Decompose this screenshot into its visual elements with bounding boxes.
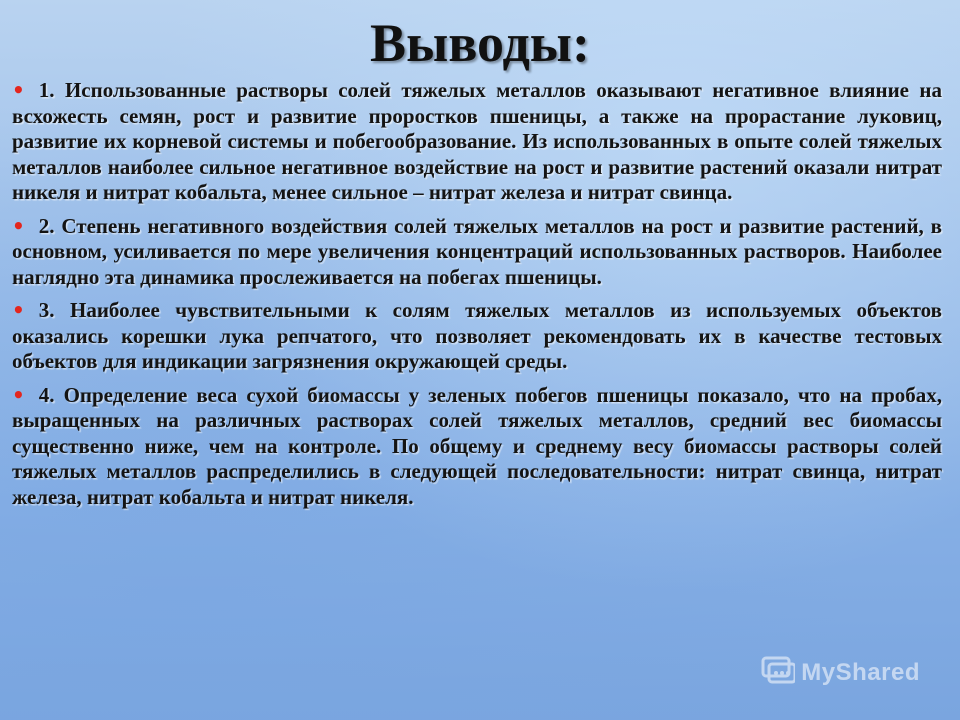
watermark-text: MyShared [801, 658, 920, 686]
conclusion-item-2 [12, 214, 942, 291]
bullet-marker: • [12, 213, 25, 238]
conclusion-text-4: 4. Определение веса сухой биомассы у зеленых побегов пшеницы показало, что на пробах, выращенных на различных растворах солей тяжелых металлов, средний вес биомассы существенно ниже, чем на контроле. По общему и среднему весу биомассы растворы солей тяжелых металлов распределились в следующей последовательности: нитрат свинца, нитрат железа, нитрат кобальта и нитрат никеля. [12, 382, 942, 509]
conclusion-text-1: 1. Использованные растворы солей тяжелых металлов оказывают негативное влияние на всхожесть семян, рост и развитие проростков пшеницы, а также на прорастание луковиц, развитие их корневой системы и побегообразование. Из использованных в опыте солей тяжелых металлов наиболее сильное негативное воздействие на рост и развитие растений оказали нитрат никеля и нитрат кобальта, менее сильное – нитрат железа и нитрат свинца. [12, 78, 942, 204]
bullet-marker: • [12, 298, 25, 322]
conclusion-text-3: 3. Наиболее чувствительными к солям тяжелых металлов из используемых объектов оказались корешки лука репчатого, что позволяет рекомендовать их в качестве тестовых объектов для индикации загрязнения окружающей среды. [12, 298, 942, 373]
bullet-marker: • [12, 382, 25, 407]
slide-title: Выводы: [370, 13, 590, 73]
myshared-logo-icon [761, 655, 795, 690]
conclusion-item-3 [12, 298, 942, 375]
conclusion-item-1 [12, 78, 942, 206]
conclusions-list [12, 78, 942, 518]
conclusion-item-4 [12, 383, 942, 511]
myshared-watermark [761, 655, 920, 690]
bullet-marker: • [12, 78, 25, 102]
conclusion-text-2: 2. Степень негативного воздействия солей тяжелых металлов на рост и развитие растений, в основном, усиливается по мере увеличения концентраций использованных растворов. Наиболее наглядно эта динамика прослеживается на побегах пшеницы. [12, 213, 942, 289]
